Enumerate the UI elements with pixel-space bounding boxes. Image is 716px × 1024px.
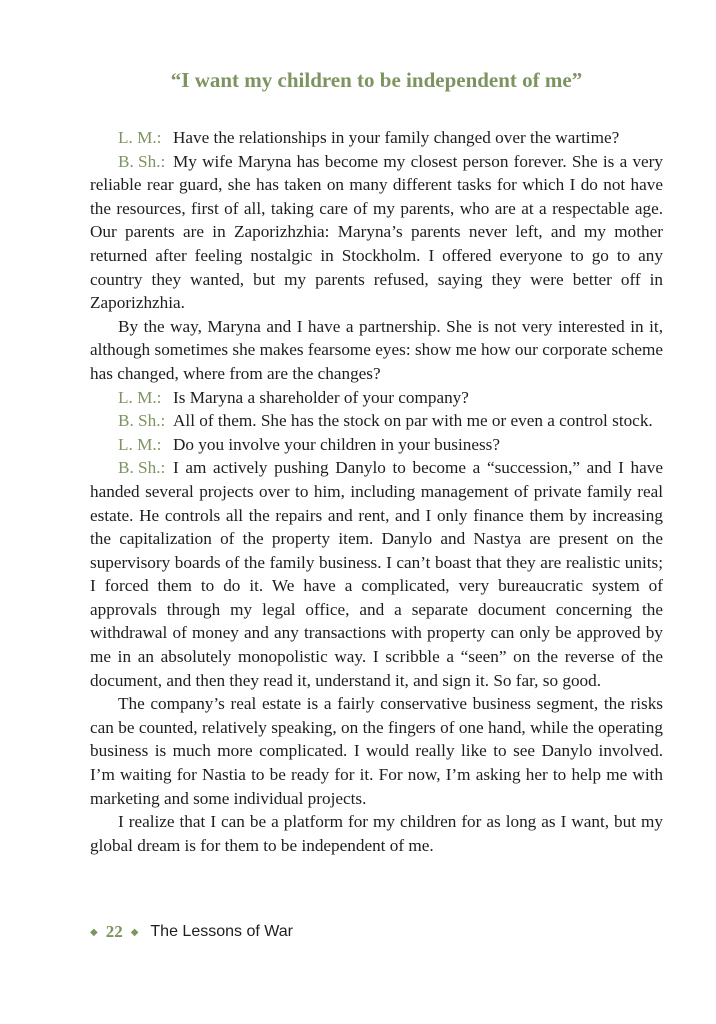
speaker-label: B. Sh.: bbox=[118, 151, 166, 171]
interview-body bbox=[90, 126, 663, 857]
paragraph bbox=[90, 456, 663, 692]
page-footer bbox=[90, 922, 293, 942]
diamond-icon: ◆ bbox=[90, 926, 98, 938]
paragraph bbox=[90, 315, 663, 386]
paragraph-text: By the way, Maryna and I have a partnership. She is not very interested in it, although sometimes she makes fearsome eyes: show me how our corporate scheme has changed, where from are the changes? bbox=[90, 316, 663, 383]
diamond-icon: ◆ bbox=[130, 926, 139, 938]
paragraph bbox=[90, 386, 663, 410]
chapter-title: “I want my children to be independent of me” bbox=[170, 68, 583, 92]
paragraph bbox=[90, 692, 663, 810]
speaker-label: L. M.: bbox=[118, 128, 162, 147]
running-title: The Lessons of War bbox=[150, 923, 293, 940]
paragraph bbox=[90, 810, 663, 857]
page-number: 22 bbox=[105, 922, 123, 941]
speaker-label: L. M.: bbox=[118, 387, 162, 407]
speaker-label: B. Sh.: bbox=[118, 411, 166, 431]
speaker-label: L. M.: bbox=[118, 434, 162, 454]
paragraph bbox=[90, 433, 663, 457]
paragraph-text: My wife Maryna has become my closest person forever. She is a very reliable rear guard, she has taken on many different tasks for which I do not have the resources, first of all, taking care of my parents, who are at a respectable age. Our parents are in Zaporizhzhia: Maryna’s parents never left, and my mother returned after feeling nostalgic in Stockholm. I offered everyone to go to any country they wanted, but my parents refused, saying they were better off in Zaporizhzhia. bbox=[90, 151, 663, 313]
paragraph-text: Is Maryna a shareholder of your company? bbox=[173, 387, 469, 407]
speaker-label: B. Sh.: bbox=[118, 458, 166, 478]
paragraph-text: Do you involve your children in your business? bbox=[173, 434, 500, 454]
paragraph-text: I am actively pushing Danylo to become a “succession,” and I have handed several projects over to him, including management of private family real estate. He controls all the repairs and rent, and I only finance them by increasing the capitalization of the property item. Danylo and Nastya are present on the supervisory boards of the family business. I can’t boast that they are realistic units; I forced them to do it. We have a complicated, very bureaucratic system of approvals through my legal office, and a separate document concerning the withdrawal of money and any transactions with property can only be approved by me in an absolutely monopolistic way. I scribble a “seen” on the reverse of the document, and then they read it, understand it, and sign it. So far, so good. bbox=[90, 458, 663, 690]
paragraph bbox=[90, 150, 663, 315]
paragraph bbox=[90, 126, 663, 150]
paragraph bbox=[90, 409, 663, 433]
paragraph-text: I realize that I can be a platform for my children for as long as I want, but my global dream is for them to be independent of me. bbox=[90, 812, 663, 855]
paragraph-text: The company’s real estate is a fairly conservative business segment, the risks can be counted, relatively speaking, on the fingers of one hand, while the operating business is much more complicated. I would really like to see Danylo involved. I’m waiting for Nastia to be ready for it. For now, I’m asking her to help me with marketing and some individual projects. bbox=[90, 694, 663, 808]
paragraph-text: Have the relationships in your family changed over the wartime? bbox=[173, 128, 620, 147]
paragraph-text: All of them. She has the stock on par with me or even a control stock. bbox=[173, 411, 653, 431]
